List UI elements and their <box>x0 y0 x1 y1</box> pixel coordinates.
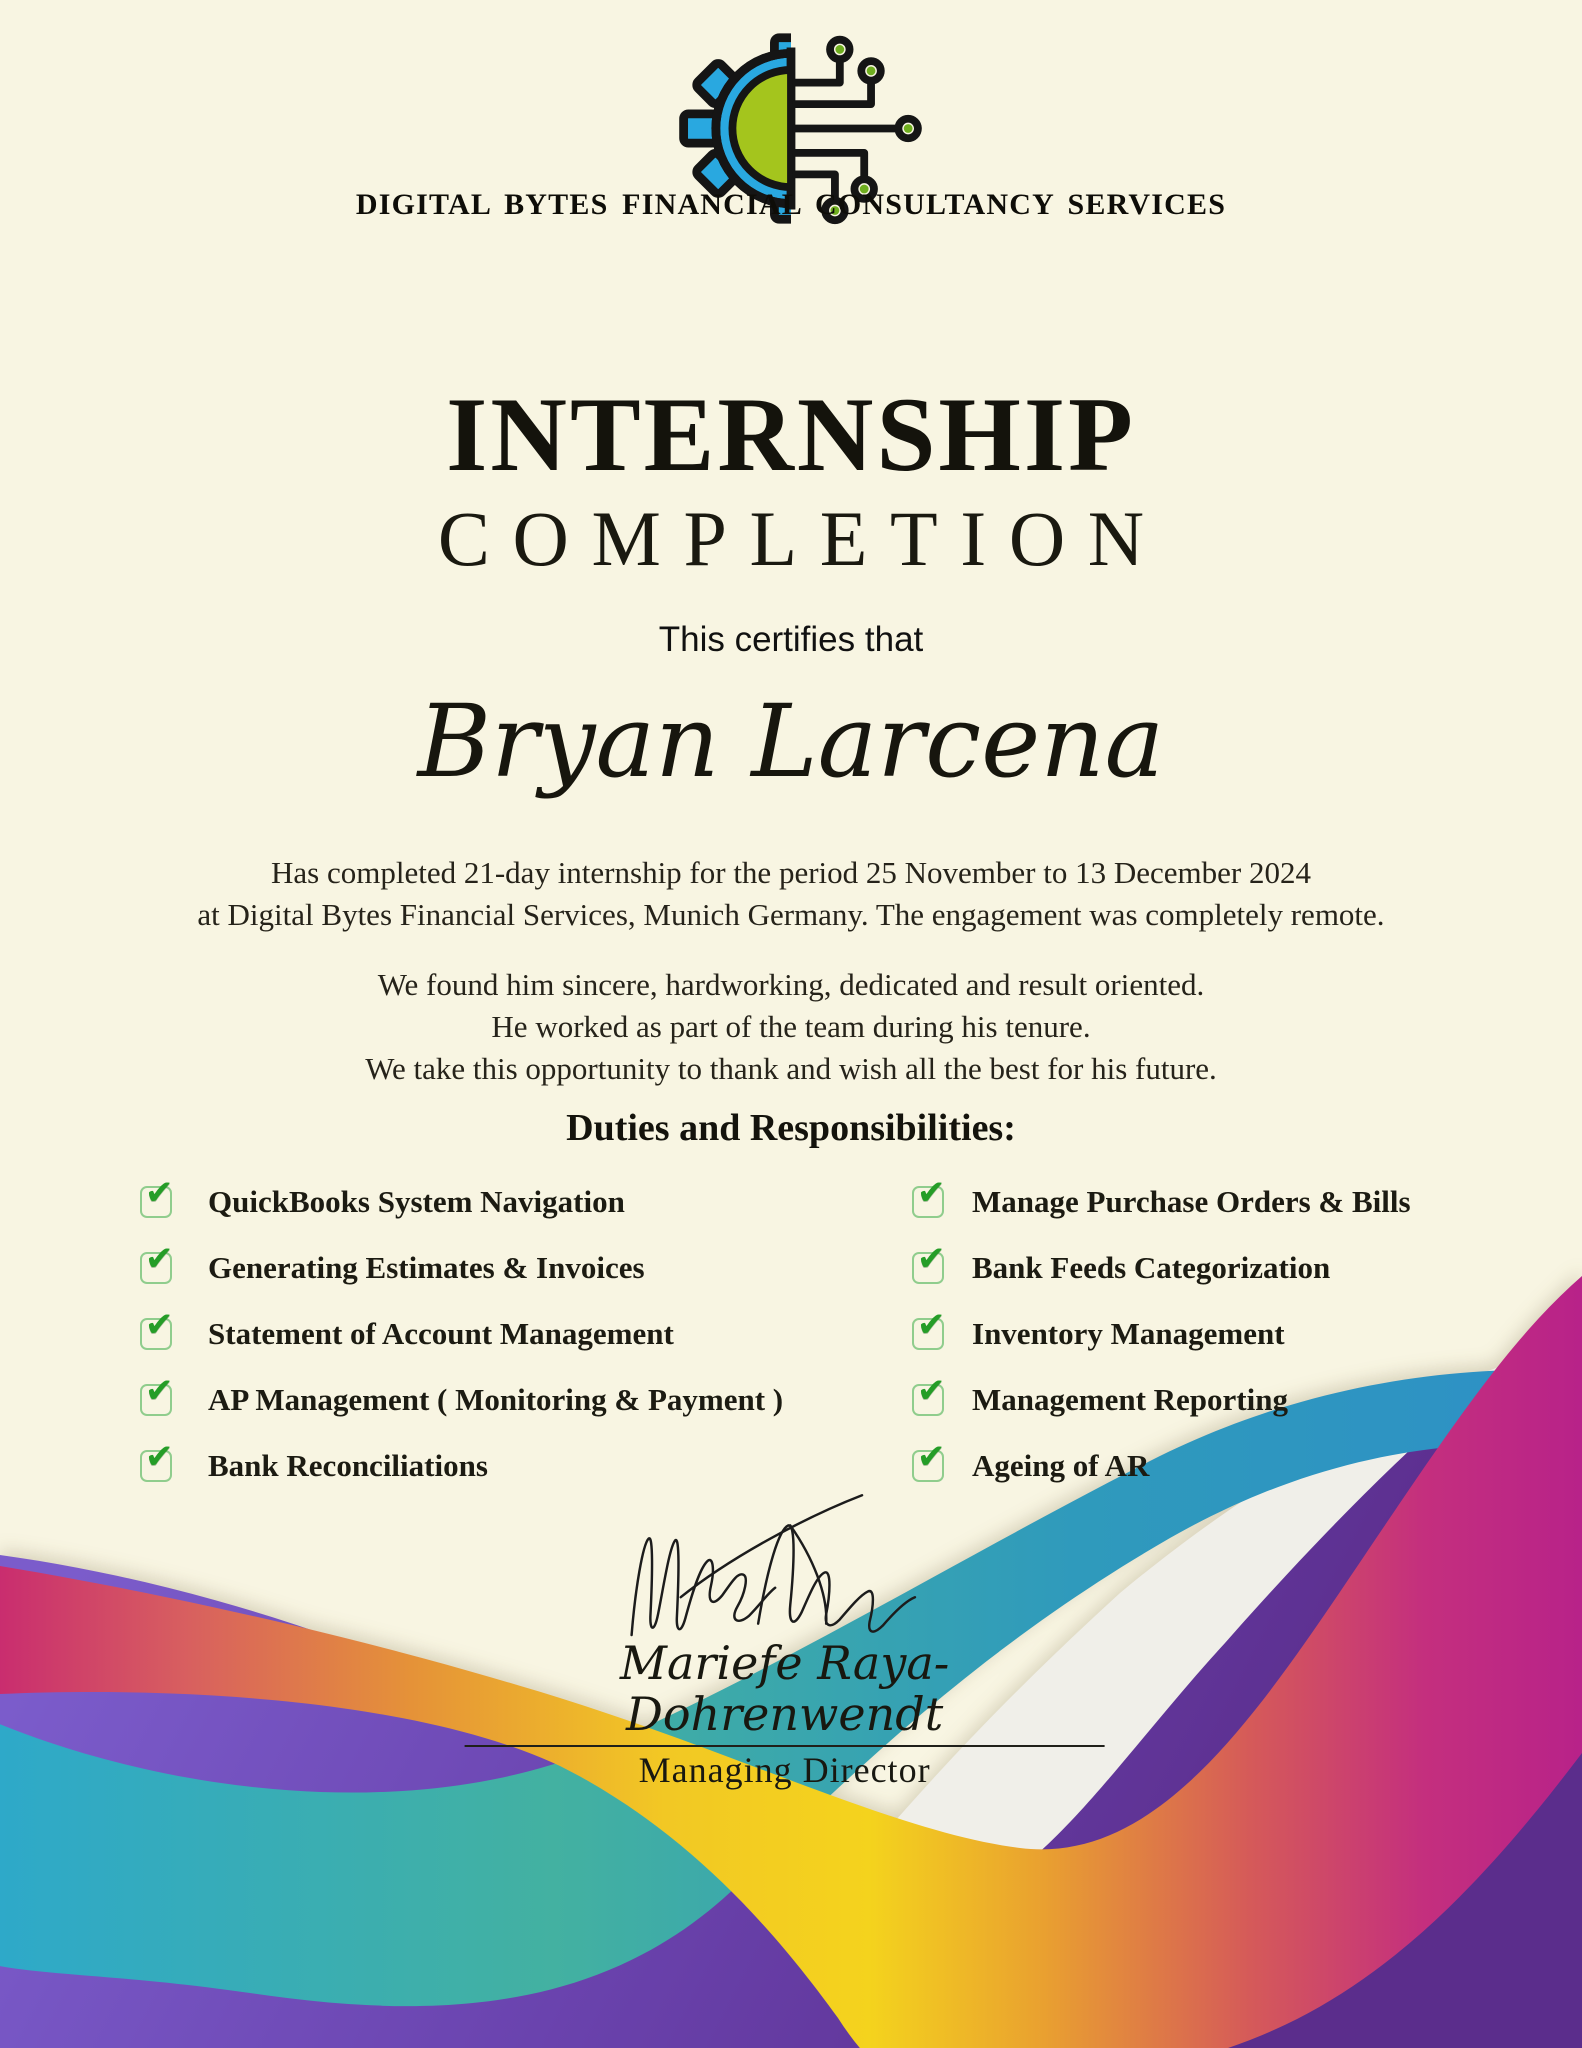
checkmark-icon: ✔ <box>917 1173 946 1213</box>
duties-right-column <box>912 1173 1411 1516</box>
duty-item <box>140 1305 783 1351</box>
duty-label: Generating Estimates & Invoices <box>208 1250 645 1285</box>
paragraph-line: We take this opportunity to thank and wish all the best for his future. <box>365 1051 1217 1086</box>
checkmark-icon: ✔ <box>145 1371 174 1411</box>
checkbox-icon <box>140 1437 174 1482</box>
checkmark-icon: ✔ <box>145 1437 174 1477</box>
checkbox-icon <box>912 1371 946 1416</box>
checkbox-icon <box>912 1305 946 1350</box>
checkmark-icon: ✔ <box>917 1305 946 1345</box>
duty-item <box>140 1371 784 1417</box>
commendation-paragraph <box>0 964 1582 1090</box>
duty-item <box>912 1371 1411 1417</box>
duty-label: Bank Reconciliations <box>208 1448 488 1483</box>
checkbox-icon <box>140 1371 174 1416</box>
checkmark-icon: ✔ <box>917 1437 946 1477</box>
recipient-name: Bryan Larcena <box>417 683 1165 800</box>
signatory-role: Managing Director <box>638 1750 931 1791</box>
company-name: DIGITAL BYTES FINANCIAL CONSULTANCY SERVICES <box>355 188 1227 221</box>
paragraph-line: He worked as part of the team during his tenure. <box>491 1009 1091 1044</box>
duty-label: QuickBooks System Navigation <box>208 1184 625 1219</box>
duties-left-column <box>140 1173 784 1516</box>
duty-label: Inventory Management <box>972 1316 1285 1351</box>
duty-item <box>912 1305 1411 1351</box>
duty-label: Bank Feeds Categorization <box>972 1250 1331 1285</box>
checkmark-icon: ✔ <box>145 1239 174 1279</box>
duty-item <box>912 1239 1411 1285</box>
duty-item <box>912 1173 1411 1219</box>
signatory-name: Mariefe Raya-Dohrenwendt <box>465 1638 1105 1747</box>
checkbox-icon <box>912 1239 946 1284</box>
duty-item <box>912 1437 1411 1483</box>
duty-label: Management Reporting <box>972 1382 1288 1417</box>
duty-label: Manage Purchase Orders & Bills <box>972 1184 1411 1219</box>
checkbox-icon <box>140 1173 174 1218</box>
checkmark-icon: ✔ <box>145 1305 174 1345</box>
checkmark-icon: ✔ <box>917 1371 946 1411</box>
duty-label: Ageing of AR <box>972 1448 1150 1483</box>
certificate-title: INTERNSHIP <box>446 376 1136 493</box>
checkmark-icon: ✔ <box>917 1239 946 1279</box>
checkmark-icon: ✔ <box>145 1173 174 1213</box>
certificate-subtitle: COMPLETION <box>437 495 1167 582</box>
paragraph-line: We found him sincere, hardworking, dedicated and result oriented. <box>377 967 1205 1002</box>
paragraph-line: at Digital Bytes Financial Services, Munich Germany. The engagement was completely remote. <box>197 897 1385 932</box>
checkbox-icon <box>140 1239 174 1284</box>
duty-item <box>140 1437 783 1483</box>
duties-heading: Duties and Responsibilities: <box>566 1107 1016 1149</box>
completion-paragraph <box>0 852 1582 936</box>
duty-item <box>140 1173 783 1219</box>
signature-block <box>465 1482 1105 1791</box>
signature-scribble-icon <box>585 1482 985 1652</box>
duty-item <box>140 1239 783 1285</box>
duty-label: Statement of Account Management <box>208 1316 674 1351</box>
checkbox-icon <box>912 1173 946 1218</box>
paragraph-line: Has completed 21-day internship for the period 25 November to 13 December 2024 <box>271 855 1311 890</box>
duty-label: AP Management ( Monitoring & Payment ) <box>208 1382 784 1417</box>
checkbox-icon <box>140 1305 174 1350</box>
checkbox-icon <box>912 1437 946 1482</box>
certifies-text: This certifies that <box>658 620 924 659</box>
